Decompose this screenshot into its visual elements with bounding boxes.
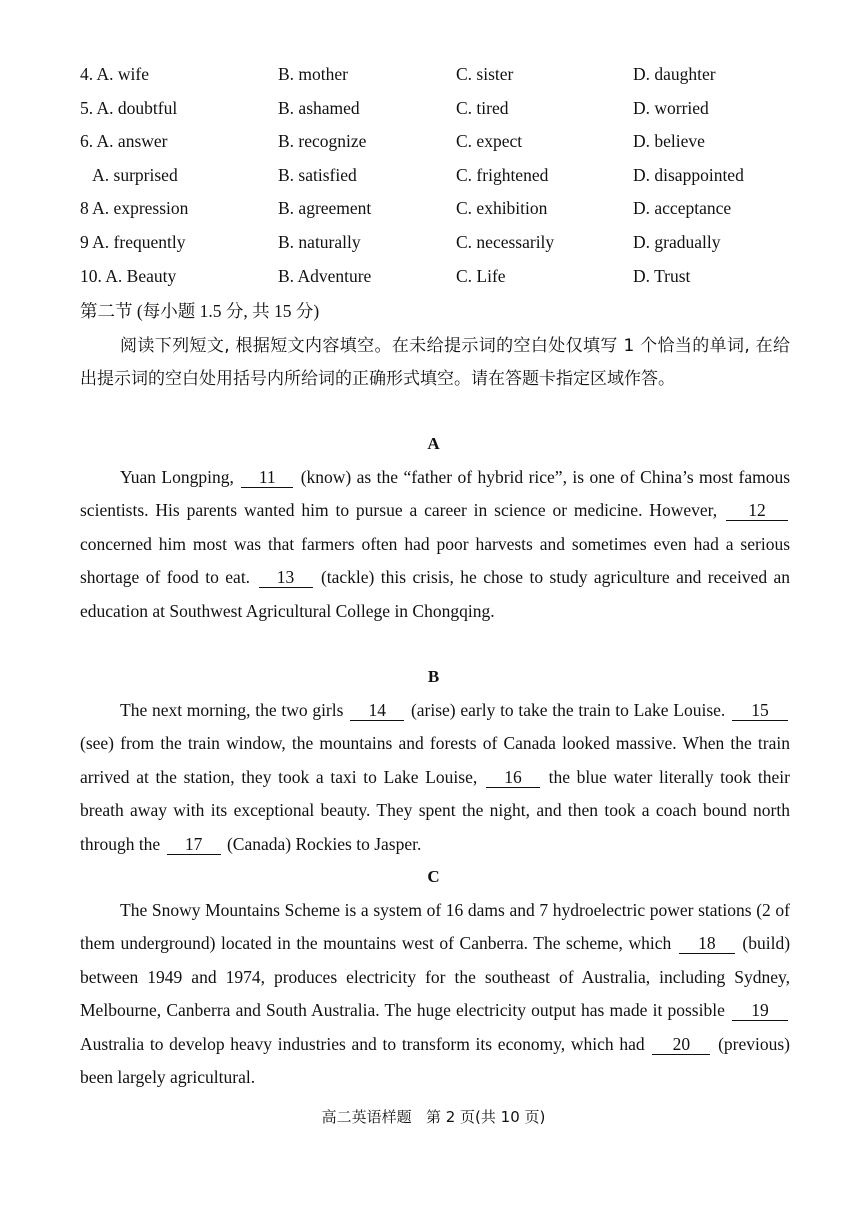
blank-19[interactable]: 19 xyxy=(732,1000,788,1021)
passage-text: the blue water literally took their breath away with its exceptional beauty. They spent the night, and then took a coach bound north through the xyxy=(80,766,791,854)
passage-c xyxy=(80,894,790,1094)
choice-row-7 xyxy=(80,163,800,197)
option-c: C. frightened xyxy=(456,164,549,185)
choice-row-5 xyxy=(80,96,800,130)
passage-b xyxy=(80,694,790,861)
option-a: 10. A. Beauty xyxy=(80,265,177,286)
passage-text: The next morning, the two girls xyxy=(120,700,344,720)
choice-table xyxy=(80,62,800,297)
option-d: D. disappointed xyxy=(633,164,744,185)
blank-18[interactable]: 18 xyxy=(679,933,735,954)
option-a: 9 A. frequently xyxy=(80,231,186,252)
section-instructions: 阅读下列短文, 根据短文内容填空。在未给提示词的空白处仅填写 1 个恰当的单词, 在给出提示词的空白处用括号内所给词的正确形式填空。请在答题卡指定区域作答。 xyxy=(80,336,790,389)
passage-text: (build) between 1949 and 1974, produces electricity for the southeast of Australia, including Sydney, Melbourne, Canberra and South Australia. The huge electricity output has made it possible xyxy=(80,933,791,1021)
passage-a xyxy=(80,461,790,628)
option-b: B. naturally xyxy=(278,231,361,252)
option-a: 5. A. doubtful xyxy=(80,97,178,118)
option-b: B. Adventure xyxy=(278,265,372,286)
passage-text: (tackle) this crisis, he chose to study agriculture and received an education at Southwest Agricultural College in Chongqing. xyxy=(80,567,791,621)
option-a: 4. A. wife xyxy=(80,64,150,84)
option-c: C. necessarily xyxy=(456,231,555,252)
option-c: C. Life xyxy=(456,265,506,286)
passage-text: Yuan Longping, xyxy=(120,467,234,487)
passage-text: (see) from the train window, the mountains and forests of Canada looked massive. When the train arrived at the station, they took a taxi to Lake Louise, xyxy=(80,733,790,787)
blank-16[interactable]: 16 xyxy=(486,767,540,788)
blank-20[interactable]: 20 xyxy=(652,1034,710,1055)
option-a: 6. A. answer xyxy=(80,131,168,152)
passage-text: concerned him most was that farmers often had poor harvests and sometimes even had a serious shortage of food to eat. xyxy=(80,533,790,588)
choice-row-4 xyxy=(80,62,800,96)
choice-row-8 xyxy=(80,196,800,230)
option-a: 8 A. expression xyxy=(80,198,189,219)
page-footer: 高二英语样题 第 2 页(共 10 页) xyxy=(321,1108,546,1126)
option-d: D. acceptance xyxy=(633,198,732,219)
option-d: D. Trust xyxy=(633,265,691,286)
passage-text: (know) as the “father of hybrid rice”, is one of China’s most famous scientists. His parents wanted him to pursue a career in science or medicine. However, xyxy=(80,467,791,521)
option-c: C. sister xyxy=(456,64,514,84)
section-title: 第二节 (每小题 1.5 分, 共 15 分) xyxy=(80,301,320,321)
passage-text: (arise) early to take the train to Lake Louise. xyxy=(410,700,726,720)
option-b: B. ashamed xyxy=(278,97,360,118)
option-c: C. exhibition xyxy=(456,198,548,219)
choice-row-6 xyxy=(80,129,800,163)
passage-b-title: B xyxy=(427,667,440,686)
option-d: D. gradually xyxy=(633,231,721,252)
blank-14[interactable]: 14 xyxy=(350,700,404,721)
blank-12[interactable]: 12 xyxy=(726,500,788,521)
blank-11[interactable]: 11 xyxy=(241,467,293,488)
option-b: B. satisfied xyxy=(278,164,357,185)
option-c: C. expect xyxy=(456,131,523,152)
option-d: D. daughter xyxy=(633,64,716,84)
option-d: D. worried xyxy=(633,97,709,118)
blank-13[interactable]: 13 xyxy=(259,567,313,588)
option-c: C. tired xyxy=(456,97,509,118)
passage-text: (previous) been largely agricultural. xyxy=(80,1033,791,1088)
passage-text: Australia to develop heavy industries and to transform its economy, which had xyxy=(80,1033,645,1054)
option-a: A. surprised xyxy=(80,164,178,185)
option-b: B. recognize xyxy=(278,131,367,152)
passage-c-title: C xyxy=(427,867,440,886)
choice-row-9 xyxy=(80,230,800,264)
blank-15[interactable]: 15 xyxy=(732,700,788,721)
blank-17[interactable]: 17 xyxy=(167,834,221,855)
option-b: B. mother xyxy=(278,64,348,84)
option-b: B. agreement xyxy=(278,198,372,219)
choice-row-10 xyxy=(80,264,800,298)
option-d: D. believe xyxy=(633,131,705,152)
passage-text: (Canada) Rockies to Jasper. xyxy=(226,833,422,854)
passage-a-title: A xyxy=(427,434,440,453)
passage-text: The Snowy Mountains Scheme is a system of 16 dams and 7 hydroelectric power stations (2 of them underground) located in the mountains west of Canberra. The scheme, which xyxy=(80,900,790,954)
